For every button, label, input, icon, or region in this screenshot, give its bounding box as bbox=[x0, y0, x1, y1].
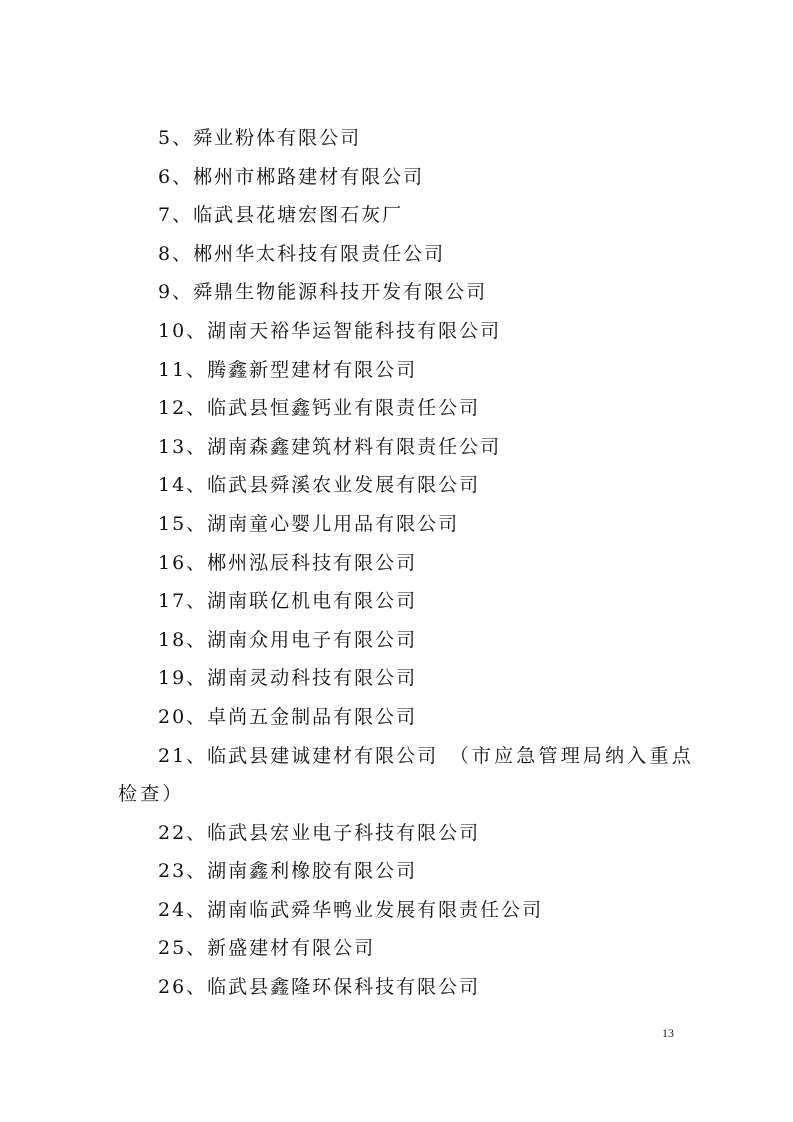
list-item-with-note bbox=[118, 737, 698, 814]
list-item: 25、新盛建材有限公司 bbox=[158, 937, 376, 960]
company-list bbox=[118, 119, 698, 1007]
list-item: 5、舜业粉体有限公司 bbox=[158, 127, 362, 149]
list-item-text: 21、临武县建诚建材有限公司 bbox=[158, 744, 439, 767]
list-item: 17、湖南联亿机电有限公司 bbox=[158, 590, 418, 613]
list-item: 10、湖南天裕华运智能科技有限公司 bbox=[158, 319, 502, 342]
list-item: 13、湖南森鑫建筑材料有限责任公司 bbox=[158, 435, 502, 458]
list-item: 20、卓尚五金制品有限公司 bbox=[158, 705, 418, 728]
list-item: 18、湖南众用电子有限公司 bbox=[158, 628, 418, 651]
page-number: 13 bbox=[662, 1026, 674, 1040]
list-item: 9、舜鼎生物能源科技开发有限公司 bbox=[158, 281, 488, 304]
list-item: 26、临武县鑫隆环保科技有限公司 bbox=[158, 976, 481, 999]
list-item: 16、郴州泓辰科技有限公司 bbox=[158, 551, 418, 574]
list-item: 22、临武县宏业电子科技有限公司 bbox=[158, 821, 481, 844]
list-item: 24、湖南临武舜华鸭业发展有限责任公司 bbox=[158, 898, 544, 921]
list-item: 14、临武县舜溪农业发展有限公司 bbox=[158, 474, 481, 497]
list-item: 6、郴州市郴路建材有限公司 bbox=[158, 165, 425, 188]
list-item-note: （市应急管理局纳入重点检查） bbox=[118, 744, 694, 806]
list-item: 23、湖南鑫利橡胶有限公司 bbox=[158, 860, 418, 883]
list-item: 15、湖南童心婴儿用品有限公司 bbox=[158, 512, 460, 535]
list-item: 8、郴州华太科技有限责任公司 bbox=[158, 242, 446, 265]
list-item: 11、腾鑫新型建材有限公司 bbox=[158, 358, 418, 381]
list-item: 7、临武县花塘宏图石灰厂 bbox=[158, 204, 404, 227]
list-item: 12、临武县恒鑫钙业有限责任公司 bbox=[158, 397, 481, 420]
list-item: 19、湖南灵动科技有限公司 bbox=[158, 667, 418, 690]
